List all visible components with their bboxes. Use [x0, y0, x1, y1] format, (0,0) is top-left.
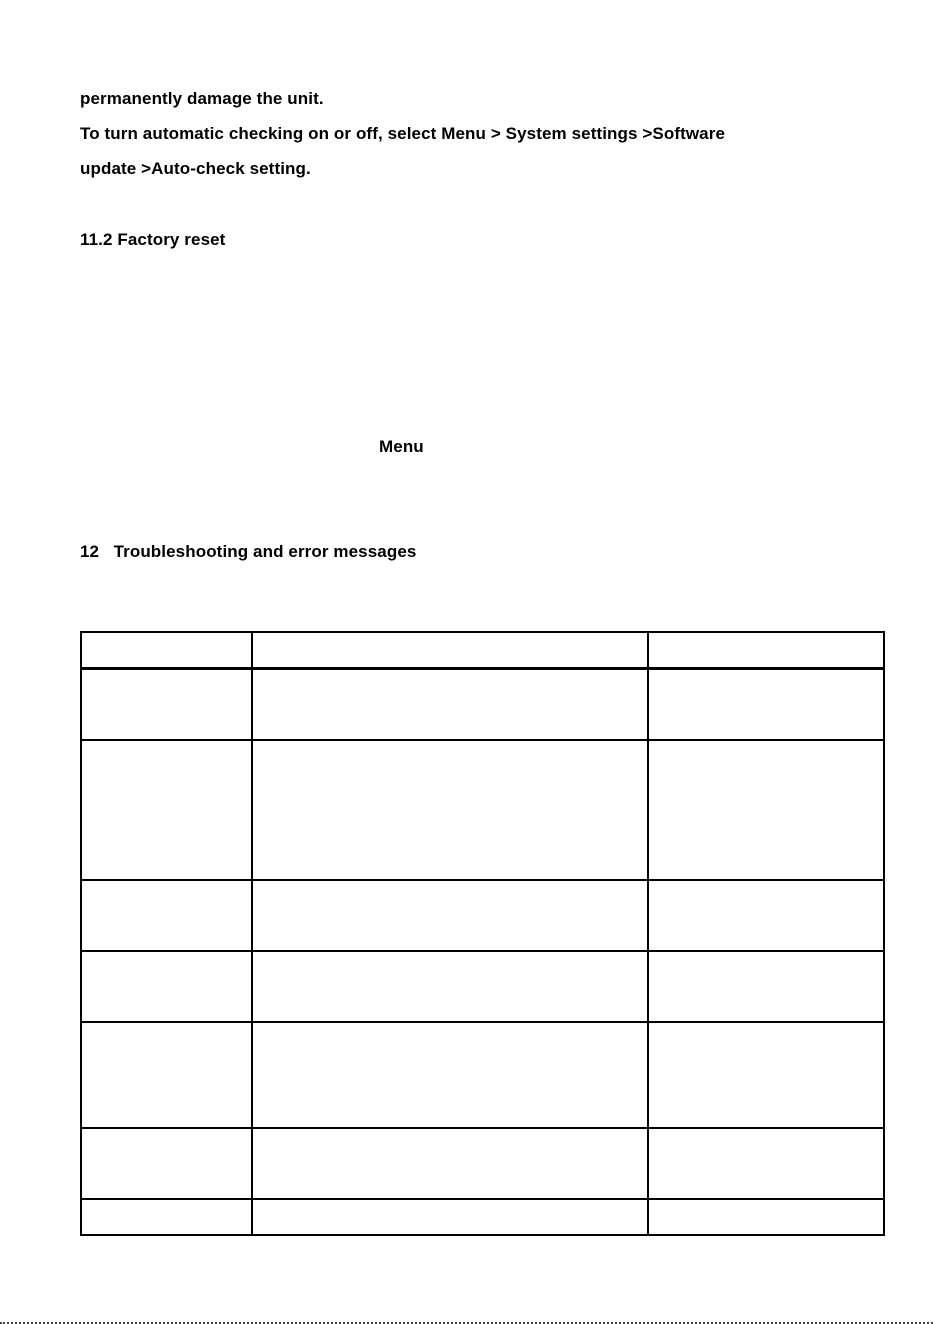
table-cell — [648, 880, 884, 951]
table-cell — [252, 668, 648, 740]
table-cell — [252, 1128, 648, 1199]
table-cell — [252, 740, 648, 880]
header-cell — [252, 632, 648, 668]
page-bottom-edge — [0, 1320, 933, 1324]
table-row — [81, 1022, 884, 1128]
table-header-row — [81, 632, 884, 668]
table-cell — [81, 668, 252, 740]
table-cell — [81, 1022, 252, 1128]
body-text-line-3: update >Auto-check setting. — [80, 159, 311, 178]
table-cell — [648, 951, 884, 1022]
header-cell — [81, 632, 252, 668]
body-text-line-1: permanently damage the unit. — [80, 89, 324, 108]
table-cell — [252, 1022, 648, 1128]
table-cell — [252, 1199, 648, 1235]
body-text-line-2: To turn automatic checking on or off, select Menu > System settings >Software — [80, 124, 726, 143]
table-cell — [648, 1128, 884, 1199]
table-cell — [81, 1128, 252, 1199]
table-cell — [648, 740, 884, 880]
table-cell — [252, 951, 648, 1022]
table-row — [81, 1128, 884, 1199]
section-heading-factory-reset: 11.2 Factory reset — [80, 230, 226, 249]
table-cell — [252, 880, 648, 951]
table-row — [81, 668, 884, 740]
table-cell — [648, 1199, 884, 1235]
table-row — [81, 951, 884, 1022]
table-cell — [81, 1199, 252, 1235]
table-cell — [81, 880, 252, 951]
menu-label: Menu — [379, 437, 424, 456]
table-cell — [81, 951, 252, 1022]
section-heading-troubleshooting: 12 Troubleshooting and error messages — [80, 542, 417, 561]
troubleshooting-table — [80, 631, 885, 1236]
table-row — [81, 880, 884, 951]
header-cell — [648, 632, 884, 668]
table-cell — [648, 668, 884, 740]
table-cell — [81, 740, 252, 880]
table-row — [81, 740, 884, 880]
table-cell — [648, 1022, 884, 1128]
table-row — [81, 1199, 884, 1235]
